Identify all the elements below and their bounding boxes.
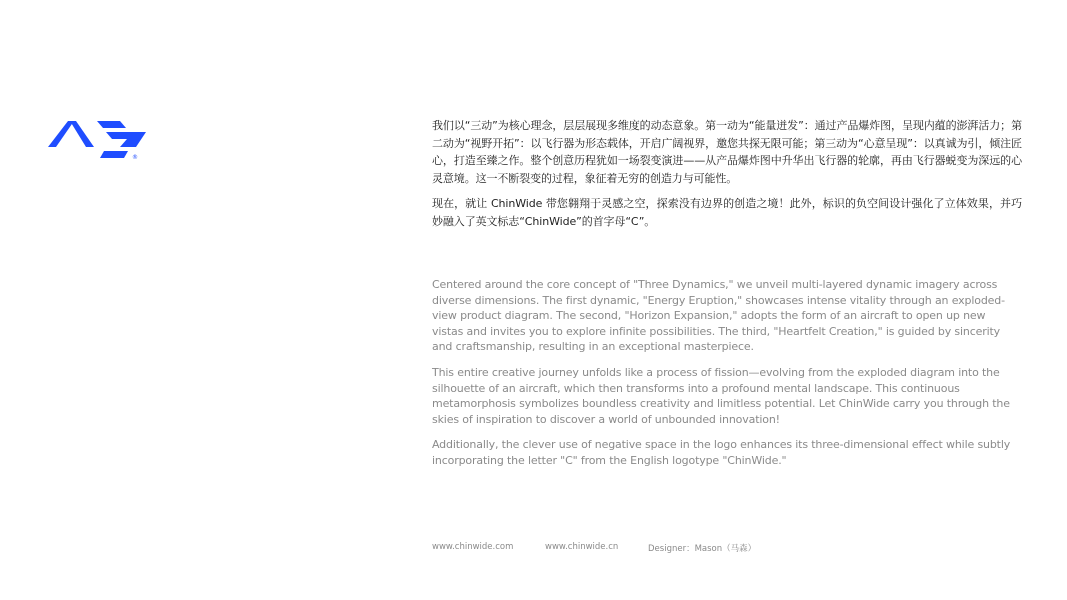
chinese-paragraph-2: 现在，就让 ChinWide 带您翱翔于灵感之空，探索没有边界的创造之境！此外，标识的负空间设计强化了立体效果，并巧妙融入了英文标志“ChinWide”的首字母“C”。 — [432, 197, 1022, 228]
chinwide-logo — [48, 117, 152, 161]
english-description — [432, 277, 1017, 479]
registered-mark: ® — [132, 154, 138, 161]
footer-website-com[interactable]: www.chinwide.com — [432, 542, 514, 552]
footer — [432, 542, 756, 554]
logo-mark-icon — [48, 117, 152, 161]
english-paragraph-3: Additionally, the clever use of negative space in the logo enhances its three-dimensional effect while subtly incorporating the letter "C" from the English logotype "ChinWide." — [432, 438, 1011, 467]
footer-website-cn[interactable]: www.chinwide.cn — [545, 542, 619, 552]
chinese-description — [432, 117, 1022, 238]
english-paragraph-2: This entire creative journey unfolds like a process of fission—evolving from the exploded diagram into the silhouette of an aircraft, which then transforms into a profound mental landscape. This continuous metamorphosis symbolizes boundless creativity and limitless potential. Let ChinWide carry you through the skies of inspiration to discover a world of unbounded innovation! — [432, 365, 1010, 426]
footer-designer: Designer：Mason（马森） — [648, 544, 757, 554]
chinese-paragraph-1: 我们以“三动”为核心理念，层层展现多维度的动态意象。第一动为“能量迸发”：通过产品爆炸图，呈现内蕴的澎湃活力；第二动为“视野开拓”：以飞行器为形态载体，开启广阔视界，邀您共探无限可能；第三动为“心意呈现”：以真诚为引，倾注匠心，打造至臻之作。整个创意历程犹如一场裂变演进——从产品爆炸图中升华出飞行器的轮廓，再由飞行器蜕变为深远的心灵意境。这一不断裂变的过程，象征着无穷的创造力与可能性。 — [432, 119, 1022, 185]
english-paragraph-1: Centered around the core concept of "Three Dynamics," we unveil multi-layered dynamic imagery across diverse dimensions. The first dynamic, "Energy Eruption," showcases intense vitality through an exploded-view product diagram. The second, "Horizon Expansion," adopts the form of an aircraft to open up new vistas and invites you to explore infinite possibilities. The third, "Heartfelt Creation," is guided by sincerity and craftsmanship, resulting in an exceptional masterpiece. — [432, 278, 1005, 354]
